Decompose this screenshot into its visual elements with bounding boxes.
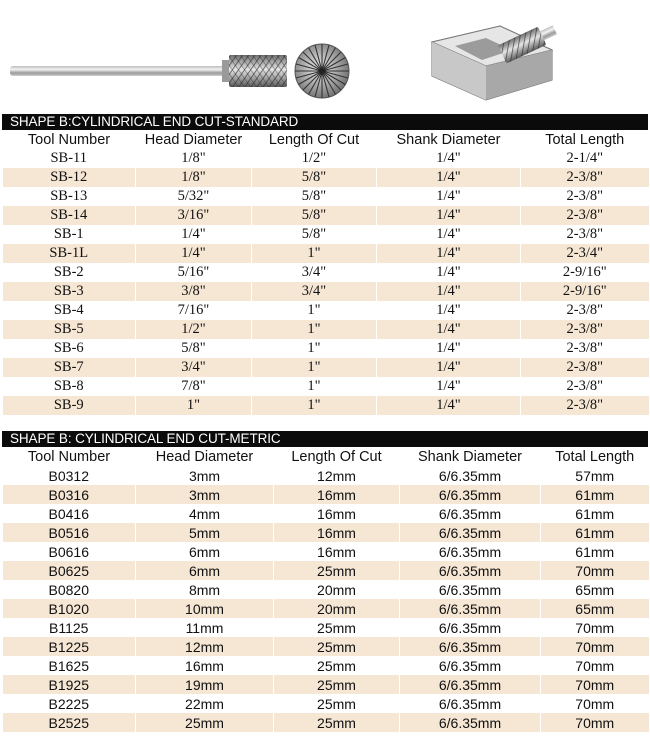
cell-total-length: 61mm (541, 523, 649, 542)
cell-total-length: 70mm (541, 713, 649, 732)
cell-length-of-cut: 1" (252, 244, 377, 263)
cell-head-diameter: 3/8" (136, 282, 252, 301)
cell-length-of-cut: 25mm (274, 561, 400, 580)
cell-total-length: 70mm (541, 694, 649, 713)
table-row (3, 244, 649, 263)
cell-total-length: 70mm (541, 656, 649, 675)
cell-shank-diameter: 1/4" (377, 225, 521, 244)
table-row (3, 396, 649, 415)
cell-length-of-cut: 1" (252, 320, 377, 339)
cell-tool-number: SB-7 (3, 358, 136, 377)
cell-shank-diameter: 1/4" (377, 168, 521, 187)
cell-tool-number: SB-4 (53, 302, 84, 318)
cell-tool-number: B1125 (49, 619, 89, 636)
cell-total-length: 70mm (541, 618, 649, 637)
table-row (3, 339, 649, 358)
cell-shank-diameter: 6/6.35mm (400, 504, 541, 523)
cell-shank-diameter: 1/4" (377, 339, 521, 358)
table-row (3, 618, 649, 637)
table-row (3, 263, 649, 282)
table-row (3, 320, 649, 339)
table-row (3, 149, 649, 168)
cell-shank-diameter: 1/4" (377, 320, 521, 339)
cell-tool-number: B0312 (48, 467, 89, 484)
cell-head-diameter: 5/16" (136, 263, 252, 282)
cell-shank-diameter: 6/6.35mm (400, 580, 541, 599)
cell-tool-number: SB-11 (50, 150, 88, 166)
burr-end-view (295, 44, 349, 98)
cell-tool-number: SB-9 (3, 396, 136, 415)
table-row (3, 358, 649, 377)
cell-length-of-cut: 1" (252, 377, 377, 396)
cell-tool-number: B0416 (48, 505, 89, 522)
cell-shank-diameter: 1/4" (377, 149, 521, 168)
cell-length-of-cut: 3/4" (252, 282, 377, 301)
metric-title: SHAPE B: CYLINDRICAL END CUT-METRIC (2, 431, 648, 447)
cell-length-of-cut: 20mm (274, 580, 400, 599)
metric-table-body (3, 466, 649, 732)
cell-total-length: 2-3/8" (521, 225, 649, 244)
cell-total-length: 61mm (541, 485, 649, 504)
cell-total-length: 2-3/8" (521, 358, 649, 377)
cell-head-diameter: 7/16" (136, 301, 252, 320)
header-shank-diameter: Shank Diameter (377, 130, 521, 149)
standard-title: SHAPE B:CYLINDRICAL END CUT-STANDARD (2, 114, 648, 130)
cell-shank-diameter: 1/4" (377, 263, 521, 282)
cell-tool-number: B0516 (3, 523, 136, 542)
cell-tool-number: SB-14 (3, 206, 136, 225)
cell-tool-number: B1925 (3, 675, 136, 694)
cell-tool-number: SB-5 (3, 320, 136, 339)
cell-shank-diameter: 6/6.35mm (400, 675, 541, 694)
cell-total-length: 57mm (541, 466, 649, 485)
cell-total-length: 2-1/4" (521, 149, 649, 168)
table-row (3, 542, 649, 561)
cell-length-of-cut: 25mm (274, 637, 400, 656)
cell-head-diameter: 19mm (136, 675, 274, 694)
table-row (3, 580, 649, 599)
cell-length-of-cut: 16mm (274, 542, 400, 561)
cell-shank-diameter: 6/6.35mm (400, 656, 541, 675)
cell-length-of-cut: 16mm (274, 523, 400, 542)
cell-tool-number: B0316 (3, 485, 136, 504)
cell-total-length: 65mm (541, 599, 649, 618)
cell-shank-diameter: 1/4" (377, 358, 521, 377)
header-tool-number: Tool Number (3, 447, 136, 466)
cell-total-length: 2-9/16" (521, 282, 649, 301)
cell-shank-diameter: 1/4" (377, 206, 521, 225)
cell-shank-diameter: 1/4" (377, 301, 521, 320)
cell-length-of-cut: 5/8" (252, 168, 377, 187)
cell-length-of-cut: 5/8" (252, 206, 377, 225)
metric-table (2, 447, 649, 732)
table-row (3, 301, 649, 320)
table-row (3, 187, 649, 206)
header-total-length: Total Length (521, 130, 649, 149)
cell-shank-diameter: 6/6.35mm (400, 542, 541, 561)
header-length-of-cut: Length Of Cut (274, 447, 400, 466)
cell-shank-diameter: 6/6.35mm (400, 713, 541, 732)
cell-tool-number: SB-6 (53, 340, 84, 356)
cell-length-of-cut: 25mm (274, 675, 400, 694)
cell-length-of-cut: 1" (252, 301, 377, 320)
cell-total-length: 70mm (541, 637, 649, 656)
cell-shank-diameter: 1/4" (377, 396, 521, 415)
product-illustration (0, 0, 650, 112)
table-row (3, 504, 649, 523)
cell-tool-number: B1020 (3, 599, 136, 618)
cell-shank-diameter: 1/4" (377, 187, 521, 206)
cell-head-diameter: 6mm (136, 542, 274, 561)
table-row (3, 377, 649, 396)
cell-total-length: 2-3/4" (521, 244, 649, 263)
header-tool-number: Tool Number (3, 130, 136, 149)
cell-total-length: 2-3/8" (521, 168, 649, 187)
cell-tool-number: B1225 (3, 637, 136, 656)
burr-side-view (10, 55, 287, 87)
cell-tool-number: SB-3 (3, 282, 136, 301)
table-row (3, 282, 649, 301)
table-row (3, 675, 649, 694)
cell-head-diameter: 1/2" (136, 320, 252, 339)
metric-section (2, 431, 648, 732)
cell-head-diameter: 3mm (136, 466, 274, 485)
standard-section (2, 114, 648, 415)
burr-cutting-illustration (432, 21, 559, 100)
cell-shank-diameter: 6/6.35mm (400, 523, 541, 542)
cell-tool-number: SB-2 (53, 264, 84, 280)
cell-length-of-cut: 12mm (274, 466, 400, 485)
cell-total-length: 61mm (541, 542, 649, 561)
cell-total-length: 2-9/16" (521, 263, 649, 282)
cell-length-of-cut: 3/4" (252, 263, 377, 282)
cell-length-of-cut: 25mm (274, 713, 400, 732)
cell-tool-number: B0616 (48, 543, 89, 560)
cell-head-diameter: 1/8" (136, 149, 252, 168)
cell-tool-number: B2225 (48, 695, 89, 712)
cell-head-diameter: 1/8" (136, 168, 252, 187)
table-row (3, 713, 649, 732)
cell-length-of-cut: 16mm (274, 485, 400, 504)
cell-length-of-cut: 5/8" (252, 187, 377, 206)
cell-length-of-cut: 20mm (274, 599, 400, 618)
cell-head-diameter: 1" (136, 396, 252, 415)
cell-shank-diameter: 1/4" (377, 377, 521, 396)
cell-total-length: 2-3/8" (521, 377, 649, 396)
table-row (3, 225, 649, 244)
header-shank-diameter: Shank Diameter (400, 447, 541, 466)
cell-length-of-cut: 1" (252, 358, 377, 377)
cell-total-length: 2-3/8" (521, 339, 649, 358)
cell-head-diameter: 6mm (136, 561, 274, 580)
table-row (3, 168, 649, 187)
cell-shank-diameter: 6/6.35mm (400, 599, 541, 618)
cell-length-of-cut: 5/8" (252, 225, 377, 244)
cell-tool-number: B0625 (3, 561, 136, 580)
cell-shank-diameter: 1/4" (377, 282, 521, 301)
cell-total-length: 2-3/8" (521, 301, 649, 320)
cell-shank-diameter: 6/6.35mm (400, 694, 541, 713)
cell-length-of-cut: 25mm (274, 618, 400, 637)
cell-length-of-cut: 25mm (274, 694, 400, 713)
header-head-diameter: Head Diameter (136, 130, 252, 149)
cell-shank-diameter: 6/6.35mm (400, 466, 541, 485)
cell-tool-number: SB-1L (3, 244, 136, 263)
cell-shank-diameter: 6/6.35mm (400, 485, 541, 504)
cell-head-diameter: 3mm (136, 485, 274, 504)
cell-shank-diameter: 6/6.35mm (400, 618, 541, 637)
cell-head-diameter: 5/8" (136, 339, 252, 358)
table-row (3, 656, 649, 675)
cell-head-diameter: 7/8" (136, 377, 252, 396)
cell-total-length: 2-3/8" (521, 320, 649, 339)
cell-tool-number: B0820 (48, 581, 89, 598)
cell-length-of-cut: 1/2" (252, 149, 377, 168)
cell-tool-number: SB-13 (50, 188, 88, 204)
cell-head-diameter: 5mm (136, 523, 274, 542)
cell-head-diameter: 16mm (136, 656, 274, 675)
cell-shank-diameter: 1/4" (377, 244, 521, 263)
cell-total-length: 2-3/8" (521, 396, 649, 415)
cell-total-length: 70mm (541, 675, 649, 694)
product-images (0, 0, 650, 112)
cell-total-length: 2-3/8" (521, 206, 649, 225)
table-row (3, 599, 649, 618)
cell-total-length: 2-3/8" (521, 187, 649, 206)
cell-length-of-cut: 16mm (274, 504, 400, 523)
table-row (3, 561, 649, 580)
cell-shank-diameter: 6/6.35mm (400, 637, 541, 656)
header-length-of-cut: Length Of Cut (252, 130, 377, 149)
cell-tool-number: B2525 (3, 713, 136, 732)
cell-tool-number: B1625 (48, 657, 89, 674)
table-row (3, 485, 649, 504)
standard-header-row (3, 130, 649, 149)
cell-tool-number: SB-1 (53, 226, 84, 242)
cell-length-of-cut: 25mm (274, 656, 400, 675)
table-row (3, 637, 649, 656)
table-row (3, 206, 649, 225)
cell-total-length: 61mm (541, 504, 649, 523)
cell-length-of-cut: 1" (252, 339, 377, 358)
cell-head-diameter: 22mm (136, 694, 274, 713)
table-row (3, 694, 649, 713)
cell-head-diameter: 11mm (136, 618, 274, 637)
header-total-length: Total Length (541, 447, 649, 466)
cell-head-diameter: 1/4" (136, 244, 252, 263)
metric-header-row (3, 447, 649, 466)
cell-head-diameter: 5/32" (136, 187, 252, 206)
cell-head-diameter: 3/16" (136, 206, 252, 225)
cell-head-diameter: 25mm (136, 713, 274, 732)
cell-head-diameter: 12mm (136, 637, 274, 656)
cell-length-of-cut: 1" (252, 396, 377, 415)
header-head-diameter: Head Diameter (136, 447, 274, 466)
table-row (3, 523, 649, 542)
cell-head-diameter: 1/4" (136, 225, 252, 244)
cell-head-diameter: 4mm (136, 504, 274, 523)
standard-table-body (3, 149, 649, 415)
cell-total-length: 70mm (541, 561, 649, 580)
cell-tool-number: SB-8 (53, 378, 84, 394)
cell-head-diameter: 3/4" (136, 358, 252, 377)
cell-head-diameter: 10mm (136, 599, 274, 618)
cell-tool-number: SB-12 (3, 168, 136, 187)
cell-head-diameter: 8mm (136, 580, 274, 599)
table-row (3, 466, 649, 485)
standard-table (2, 130, 649, 415)
cell-total-length: 65mm (541, 580, 649, 599)
cell-shank-diameter: 6/6.35mm (400, 561, 541, 580)
